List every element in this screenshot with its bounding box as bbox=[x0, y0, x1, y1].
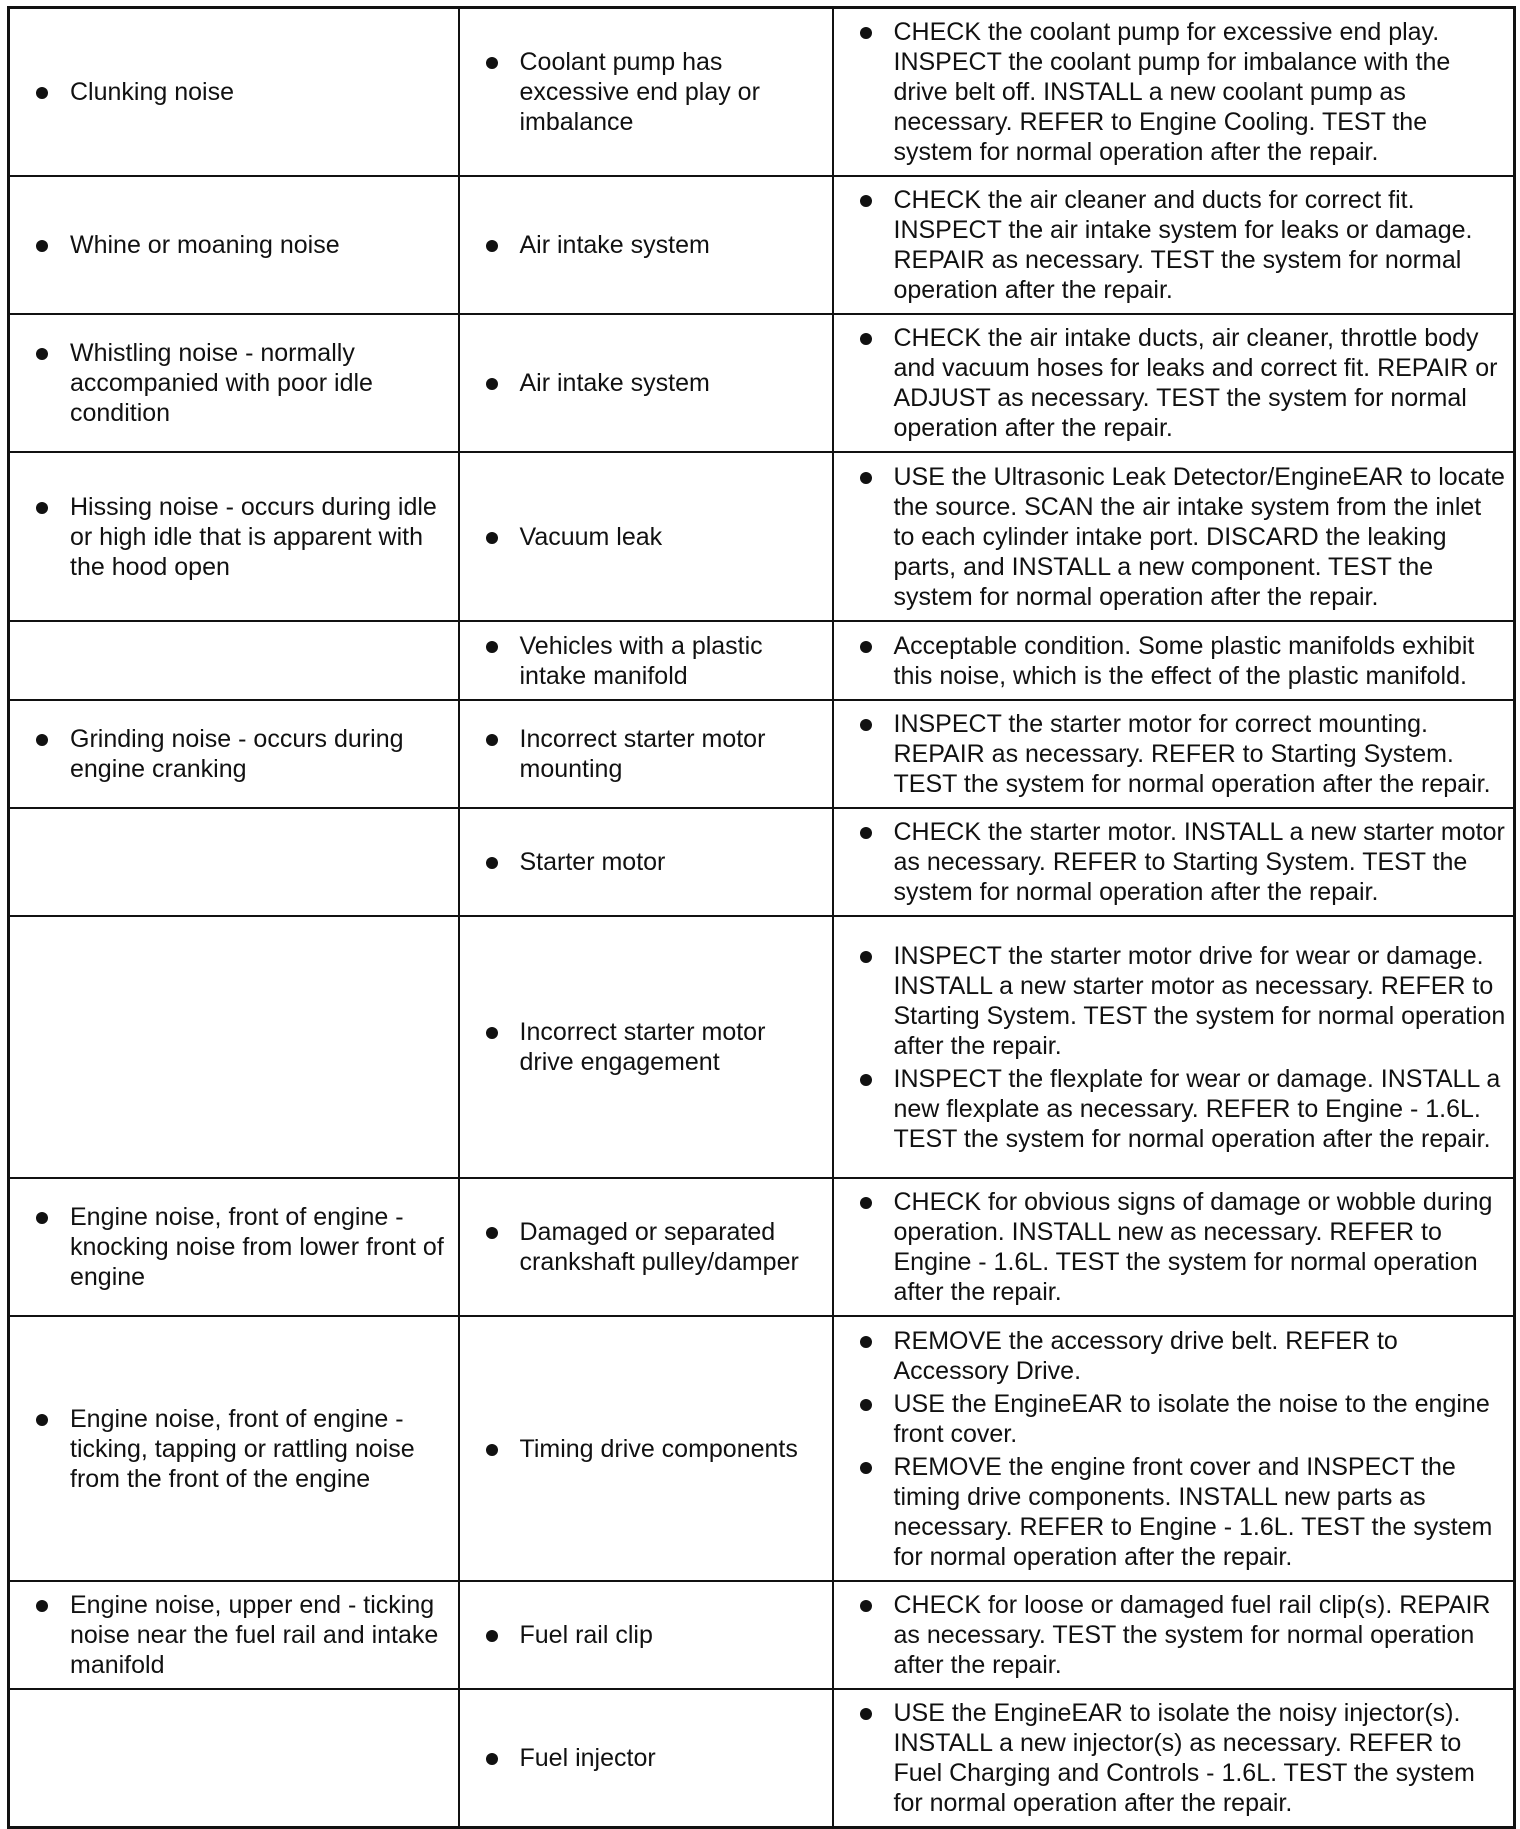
symptom-text: Engine noise, front of engine - ticking, tapping or rattling noise from the front of the engine bbox=[36, 1404, 448, 1494]
action-text: CHECK the air cleaner and ducts for correct fit. INSPECT the air intake system for leaks or damage. REPAIR as necessary. TEST the system for normal operation after the repair. bbox=[860, 185, 1508, 305]
action-cell bbox=[833, 452, 1515, 621]
cause-text: Air intake system bbox=[486, 368, 822, 398]
table-row bbox=[9, 808, 1515, 916]
cause-text: Fuel rail clip bbox=[486, 1620, 822, 1650]
action-text: USE the Ultrasonic Leak Detector/EngineEAR to locate the source. SCAN the air intake system from the inlet to each cylinder intake port. DISCARD the leaking parts, and INSTALL a new component. TEST the system for normal operation after the repair. bbox=[860, 462, 1508, 612]
action-text: REMOVE the accessory drive belt. REFER to Accessory Drive. bbox=[860, 1326, 1508, 1386]
cause-cell bbox=[459, 1581, 833, 1689]
action-cell bbox=[833, 1689, 1515, 1828]
table-row bbox=[9, 452, 1515, 621]
table-row bbox=[9, 314, 1515, 452]
action-text: CHECK the air intake ducts, air cleaner, throttle body and vacuum hoses for leaks and correct fit. REPAIR or ADJUST as necessary. TEST the system for normal operation after the repair. bbox=[860, 323, 1508, 443]
symptom-cell bbox=[9, 808, 459, 916]
cause-text: Air intake system bbox=[486, 230, 822, 260]
cause-text: Starter motor bbox=[486, 847, 822, 877]
action-text: USE the EngineEAR to isolate the noisy injector(s). INSTALL a new injector(s) as necessary. REFER to Fuel Charging and Controls - 1.6L. TEST the system for normal operation after the repair. bbox=[860, 1698, 1508, 1818]
cause-text: Vacuum leak bbox=[486, 522, 822, 552]
symptom-cell bbox=[9, 700, 459, 808]
symptom-cell bbox=[9, 1581, 459, 1689]
table-row bbox=[9, 916, 1515, 1178]
diagnosis-table bbox=[7, 6, 1516, 1829]
cause-text: Damaged or separated crankshaft pulley/damper bbox=[486, 1217, 822, 1277]
cause-cell bbox=[459, 621, 833, 700]
symptom-cell bbox=[9, 1689, 459, 1828]
cause-text: Incorrect starter motor mounting bbox=[486, 724, 822, 784]
cause-text: Timing drive components bbox=[486, 1434, 822, 1464]
action-cell bbox=[833, 808, 1515, 916]
symptom-text: Engine noise, front of engine - knocking noise from lower front of engine bbox=[36, 1202, 448, 1292]
action-text: INSPECT the flexplate for wear or damage. INSTALL a new flexplate as necessary. REFER to Engine - 1.6L. TEST the system for normal operation after the repair. bbox=[860, 1064, 1508, 1154]
cause-cell bbox=[459, 8, 833, 177]
action-cell bbox=[833, 621, 1515, 700]
cause-text: Vehicles with a plastic intake manifold bbox=[486, 631, 822, 691]
symptom-text: Clunking noise bbox=[36, 77, 448, 107]
cause-cell bbox=[459, 916, 833, 1178]
diagnosis-table-body bbox=[9, 8, 1515, 1828]
action-text: REMOVE the engine front cover and INSPECT the timing drive components. INSTALL new parts as necessary. REFER to Engine - 1.6L. TEST the system for normal operation after the repair. bbox=[860, 1452, 1508, 1572]
cause-cell bbox=[459, 808, 833, 916]
symptom-cell bbox=[9, 1178, 459, 1316]
symptom-cell bbox=[9, 1316, 459, 1581]
action-text: INSPECT the starter motor for correct mounting. REPAIR as necessary. REFER to Starting System. TEST the system for normal operation after the repair. bbox=[860, 709, 1508, 799]
symptom-cell bbox=[9, 314, 459, 452]
table-row bbox=[9, 176, 1515, 314]
cause-text: Fuel injector bbox=[486, 1743, 822, 1773]
cause-text: Incorrect starter motor drive engagement bbox=[486, 1017, 822, 1077]
symptom-text: Grinding noise - occurs during engine cranking bbox=[36, 724, 448, 784]
table-row bbox=[9, 700, 1515, 808]
symptom-text: Whine or moaning noise bbox=[36, 230, 448, 260]
action-cell bbox=[833, 1178, 1515, 1316]
action-cell bbox=[833, 176, 1515, 314]
action-cell bbox=[833, 314, 1515, 452]
symptom-cell bbox=[9, 916, 459, 1178]
action-cell bbox=[833, 700, 1515, 808]
cause-text: Coolant pump has excessive end play or imbalance bbox=[486, 47, 822, 137]
action-cell bbox=[833, 1316, 1515, 1581]
action-text: INSPECT the starter motor drive for wear or damage. INSTALL a new starter motor as necessary. REFER to Starting System. TEST the system for normal operation after the repair. bbox=[860, 941, 1508, 1061]
action-text: Acceptable condition. Some plastic manifolds exhibit this noise, which is the effect of the plastic manifold. bbox=[860, 631, 1508, 691]
action-text: CHECK for loose or damaged fuel rail clip(s). REPAIR as necessary. TEST the system for normal operation after the repair. bbox=[860, 1590, 1508, 1680]
table-row bbox=[9, 1316, 1515, 1581]
cause-cell bbox=[459, 1689, 833, 1828]
action-text: CHECK for obvious signs of damage or wobble during operation. INSTALL new as necessary. REFER to Engine - 1.6L. TEST the system for normal operation after the repair. bbox=[860, 1187, 1508, 1307]
cause-cell bbox=[459, 1316, 833, 1581]
table-row bbox=[9, 1581, 1515, 1689]
action-text: USE the EngineEAR to isolate the noise to the engine front cover. bbox=[860, 1389, 1508, 1449]
symptom-cell bbox=[9, 8, 459, 177]
table-row bbox=[9, 1689, 1515, 1828]
action-text: CHECK the starter motor. INSTALL a new starter motor as necessary. REFER to Starting System. TEST the system for normal operation after the repair. bbox=[860, 817, 1508, 907]
table-row bbox=[9, 621, 1515, 700]
cause-cell bbox=[459, 452, 833, 621]
cause-cell bbox=[459, 1178, 833, 1316]
cause-cell bbox=[459, 176, 833, 314]
cause-cell bbox=[459, 314, 833, 452]
table-row bbox=[9, 1178, 1515, 1316]
action-cell bbox=[833, 916, 1515, 1178]
table-row bbox=[9, 8, 1515, 177]
action-cell bbox=[833, 8, 1515, 177]
action-text: CHECK the coolant pump for excessive end play. INSPECT the coolant pump for imbalance with the drive belt off. INSTALL a new coolant pump as necessary. REFER to Engine Cooling. TEST the system for normal operation after the repair. bbox=[860, 17, 1508, 167]
cause-cell bbox=[459, 700, 833, 808]
symptom-cell bbox=[9, 176, 459, 314]
symptom-text: Engine noise, upper end - ticking noise near the fuel rail and intake manifold bbox=[36, 1590, 448, 1680]
symptom-text: Hissing noise - occurs during idle or high idle that is apparent with the hood open bbox=[36, 492, 448, 582]
symptom-cell bbox=[9, 452, 459, 621]
action-cell bbox=[833, 1581, 1515, 1689]
symptom-cell bbox=[9, 621, 459, 700]
symptom-text: Whistling noise - normally accompanied with poor idle condition bbox=[36, 338, 448, 428]
